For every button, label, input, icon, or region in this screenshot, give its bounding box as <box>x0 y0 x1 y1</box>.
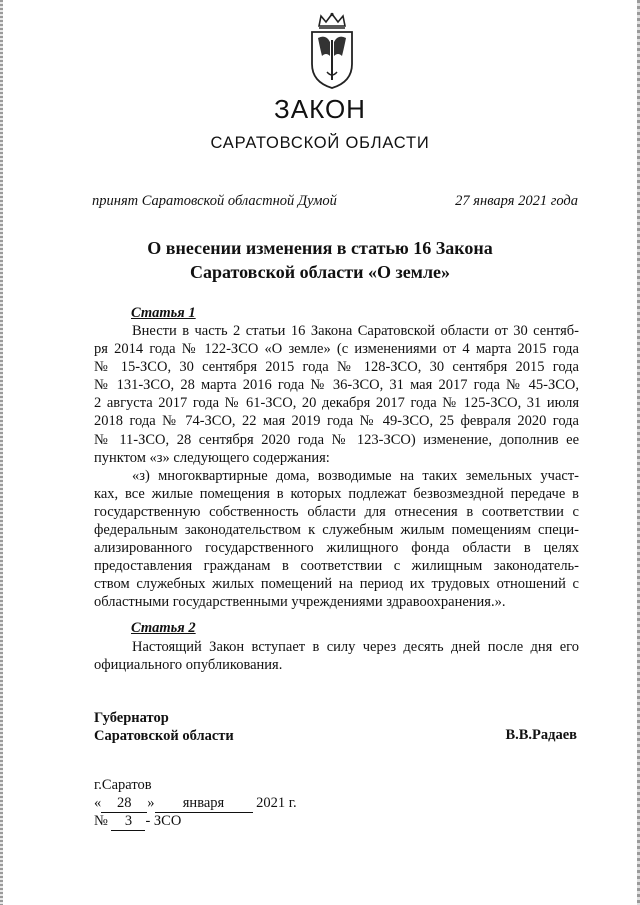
text-line: пунктом «з» следующего содержания: <box>94 449 330 466</box>
article-2-body <box>94 638 579 674</box>
article-1-heading: Статья 1 <box>131 305 196 321</box>
text-line: федеральным законодательством к служебным жилым помещениям специ- <box>94 522 579 539</box>
article-1-body <box>94 322 579 612</box>
text-line: областными государственными учреждениями здравоохранения.». <box>94 594 506 611</box>
adopted-by: принят Саратовской областной Думой <box>92 193 337 209</box>
law-number <box>94 812 181 831</box>
article-2-heading: Статья 2 <box>131 620 196 636</box>
law-title: ЗАКОН <box>274 94 366 124</box>
governor-name: В.В.Радаев <box>505 727 577 743</box>
text-line: ках, все жилые помещения в которых подлежат безвозмездной передаче в <box>94 485 579 502</box>
text-line: 2018 года № 74-ЗСО, 22 мая 2019 года № 49-ЗСО, 25 февраля 2020 года <box>94 413 579 430</box>
signing-day: 28 <box>101 794 147 813</box>
text-line: Внести в часть 2 статьи 16 Закона Саратовской области от 30 сентяб- <box>132 323 579 339</box>
text-line: предоставления гражданам в соответствии с жилищным законодатель- <box>94 558 579 575</box>
signing-year: 2021 г. <box>256 795 297 811</box>
text-line: Настоящий Закон вступает в силу через десять дней после дня его <box>132 639 579 655</box>
law-region: САРАТОВСКОЙ ОБЛАСТИ <box>210 134 430 152</box>
subject-line: Саратовской области «О земле» <box>189 262 451 282</box>
text-line: «з) многоквартирные дома, возводимые на таких земельных участ- <box>132 467 579 484</box>
text-line: 2 августа 2017 года № 61-ЗСО, 20 декабря 2017 года № 125-ЗСО, 31 июля <box>94 395 579 412</box>
text-line: № 131-ЗСО, 28 марта 2016 года № 36-ЗСО, 31 мая 2017 года № 45-ЗСО, <box>94 377 579 394</box>
signing-month: января <box>155 794 253 813</box>
adoption-date: 27 января 2021 года <box>455 193 578 209</box>
close-quote: » <box>147 795 155 811</box>
law-subject <box>0 236 640 284</box>
signing-city: г.Саратов <box>94 777 152 793</box>
text-line: государственную собственность области для отнесения в соответствии с <box>94 503 579 520</box>
subject-line: О внесении изменения в статью 16 Закона <box>147 238 493 258</box>
governor-title <box>94 709 234 745</box>
number-prefix: № <box>94 813 108 829</box>
number-value: 3 <box>111 812 145 831</box>
number-suffix: - ЗСО <box>145 813 182 829</box>
open-quote: « <box>94 795 102 811</box>
text-line: ализированного государственного жилищного фонда области в целях <box>94 540 579 557</box>
text-line: ством служебных жилых помещений на период их трудовых отношений с <box>94 576 579 593</box>
text-line: официального опубликования. <box>94 657 283 674</box>
governor-title-line: Губернатор <box>94 710 169 726</box>
governor-title-line: Саратовской области <box>94 728 234 744</box>
text-line: ря 2014 года № 122-ЗСО «О земле» (с изменениями от 4 марта 2015 года <box>94 341 579 358</box>
signing-date <box>94 794 297 813</box>
coat-of-arms-icon <box>309 12 355 90</box>
text-line: № 11-ЗСО, 28 сентября 2020 года № 123-ЗСО) изменение, дополнив ее <box>94 431 579 448</box>
text-line: № 15-ЗСО, 30 сентября 2015 года № 128-ЗСО, 30 сентября 2015 года <box>94 359 579 376</box>
